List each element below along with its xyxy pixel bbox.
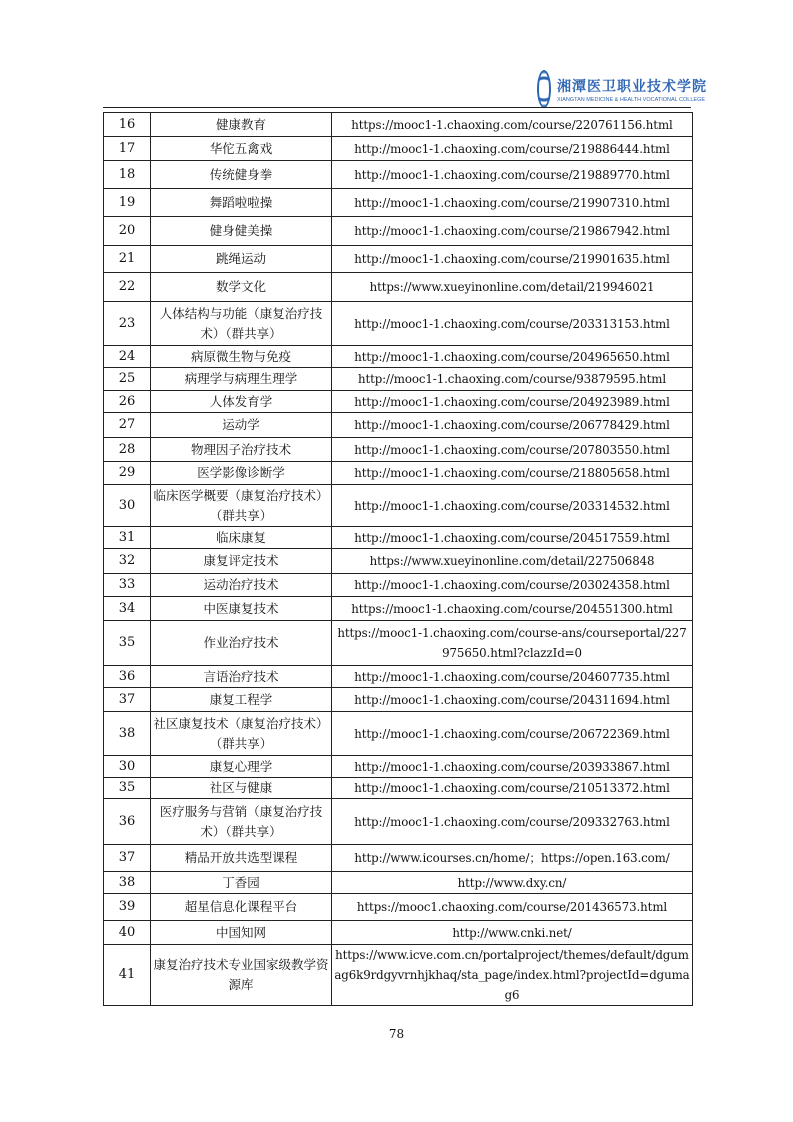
college-name-en: XIANGTAN MEDICINE & HEALTH VOCATIONAL COLLEGE bbox=[557, 96, 706, 103]
course-link[interactable]: http://mooc1-1.chaoxing.com/course/93879595.html bbox=[332, 368, 693, 391]
table-row bbox=[104, 574, 693, 597]
course-link[interactable]: http://mooc1-1.chaoxing.com/course/203024358.html bbox=[332, 574, 693, 597]
table-row bbox=[104, 246, 693, 273]
course-link[interactable]: http://mooc1-1.chaoxing.com/course/210513372.html bbox=[332, 778, 693, 799]
course-link[interactable]: https://mooc1.chaoxing.com/course/201436573.html bbox=[332, 894, 693, 921]
course-link[interactable]: http://mooc1-1.chaoxing.com/course/219867942.html bbox=[332, 217, 693, 246]
table-row bbox=[104, 137, 693, 161]
row-number: 39 bbox=[104, 894, 151, 921]
table-row bbox=[104, 799, 693, 845]
college-name-cn: 湘潭医卫职业技术学院 bbox=[557, 78, 707, 95]
course-name: 社区与健康 bbox=[151, 778, 332, 799]
table-row bbox=[104, 549, 693, 574]
course-name: 人体发育学 bbox=[151, 391, 332, 413]
college-logo bbox=[537, 66, 707, 112]
course-name: 康复心理学 bbox=[151, 756, 332, 778]
row-number: 27 bbox=[104, 413, 151, 438]
row-number: 25 bbox=[104, 368, 151, 391]
course-link[interactable]: http://mooc1-1.chaoxing.com/course/207803550.html bbox=[332, 438, 693, 462]
row-number: 28 bbox=[104, 438, 151, 462]
course-name: 跳绳运动 bbox=[151, 246, 332, 273]
table-row bbox=[104, 438, 693, 462]
course-link[interactable]: https://www.xueyinonline.com/detail/219946021 bbox=[332, 273, 693, 302]
course-name: 作业治疗技术 bbox=[151, 621, 332, 666]
course-name: 物理因子治疗技术 bbox=[151, 438, 332, 462]
course-name: 康复治疗技术专业国家级教学资源库 bbox=[151, 945, 332, 1006]
course-name: 丁香园 bbox=[151, 872, 332, 894]
course-link[interactable]: http://www.dxy.cn/ bbox=[332, 872, 693, 894]
course-link[interactable]: http://mooc1-1.chaoxing.com/course/218805658.html bbox=[332, 462, 693, 485]
course-name: 康复工程学 bbox=[151, 688, 332, 712]
course-name: 健身健美操 bbox=[151, 217, 332, 246]
course-name: 病理学与病理生理学 bbox=[151, 368, 332, 391]
course-name: 运动学 bbox=[151, 413, 332, 438]
header-rule bbox=[103, 107, 691, 108]
table-row bbox=[104, 462, 693, 485]
row-number: 35 bbox=[104, 621, 151, 666]
course-name: 华佗五禽戏 bbox=[151, 137, 332, 161]
course-link[interactable]: http://mooc1-1.chaoxing.com/course/203314532.html bbox=[332, 485, 693, 527]
row-number: 37 bbox=[104, 845, 151, 872]
table-row bbox=[104, 485, 693, 527]
row-number: 24 bbox=[104, 346, 151, 368]
course-link[interactable]: http://mooc1-1.chaoxing.com/course/219907310.html bbox=[332, 189, 693, 217]
row-number: 30 bbox=[104, 756, 151, 778]
course-link[interactable]: http://mooc1-1.chaoxing.com/course/204923989.html bbox=[332, 391, 693, 413]
course-link[interactable]: http://mooc1-1.chaoxing.com/course/204965650.html bbox=[332, 346, 693, 368]
row-number: 38 bbox=[104, 712, 151, 756]
table-row bbox=[104, 391, 693, 413]
table-row bbox=[104, 368, 693, 391]
table-row bbox=[104, 756, 693, 778]
row-number: 34 bbox=[104, 597, 151, 621]
table-row bbox=[104, 621, 693, 666]
row-number: 16 bbox=[104, 113, 151, 137]
row-number: 30 bbox=[104, 485, 151, 527]
course-link[interactable]: http://mooc1-1.chaoxing.com/course/203313153.html bbox=[332, 302, 693, 346]
table-row bbox=[104, 161, 693, 189]
course-link[interactable]: http://mooc1-1.chaoxing.com/course/204607735.html bbox=[332, 666, 693, 688]
course-name: 临床医学概要（康复治疗技术）（群共享） bbox=[151, 485, 332, 527]
course-name: 健康教育 bbox=[151, 113, 332, 137]
course-name: 临床康复 bbox=[151, 527, 332, 549]
table-row bbox=[104, 346, 693, 368]
course-link[interactable]: https://www.icve.com.cn/portalproject/themes/default/dgumag6k9rdgyvrnhjkhaq/sta_page/index.html?projectId=dgumag6 bbox=[332, 945, 693, 1006]
table-row bbox=[104, 217, 693, 246]
course-name: 超星信息化课程平台 bbox=[151, 894, 332, 921]
table-row bbox=[104, 302, 693, 346]
course-link[interactable]: https://mooc1-1.chaoxing.com/course/220761156.html bbox=[332, 113, 693, 137]
table-row bbox=[104, 688, 693, 712]
course-link[interactable]: http://mooc1-1.chaoxing.com/course/219886444.html bbox=[332, 137, 693, 161]
row-number: 21 bbox=[104, 246, 151, 273]
course-name: 舞蹈啦啦操 bbox=[151, 189, 332, 217]
row-number: 31 bbox=[104, 527, 151, 549]
course-name: 中医康复技术 bbox=[151, 597, 332, 621]
table-row bbox=[104, 189, 693, 217]
row-number: 32 bbox=[104, 549, 151, 574]
course-name: 医疗服务与营销（康复治疗技术）（群共享） bbox=[151, 799, 332, 845]
course-name: 医学影像诊断学 bbox=[151, 462, 332, 485]
row-number: 37 bbox=[104, 688, 151, 712]
row-number: 40 bbox=[104, 921, 151, 945]
course-link[interactable]: https://www.xueyinonline.com/detail/227506848 bbox=[332, 549, 693, 574]
course-name: 康复评定技术 bbox=[151, 549, 332, 574]
table-row bbox=[104, 666, 693, 688]
row-number: 36 bbox=[104, 666, 151, 688]
table-row bbox=[104, 945, 693, 1006]
table-row bbox=[104, 921, 693, 945]
table-row bbox=[104, 527, 693, 549]
row-number: 19 bbox=[104, 189, 151, 217]
table-row bbox=[104, 597, 693, 621]
row-number: 36 bbox=[104, 799, 151, 845]
table-row bbox=[104, 113, 693, 137]
table-row bbox=[104, 273, 693, 302]
course-link[interactable]: http://mooc1-1.chaoxing.com/course/219901635.html bbox=[332, 246, 693, 273]
course-name: 精品开放共选型课程 bbox=[151, 845, 332, 872]
table-row bbox=[104, 845, 693, 872]
course-link[interactable]: http://mooc1-1.chaoxing.com/course/204517559.html bbox=[332, 527, 693, 549]
row-number: 18 bbox=[104, 161, 151, 189]
row-number: 38 bbox=[104, 872, 151, 894]
row-number: 26 bbox=[104, 391, 151, 413]
row-number: 17 bbox=[104, 137, 151, 161]
course-link[interactable]: http://mooc1-1.chaoxing.com/course/219889770.html bbox=[332, 161, 693, 189]
course-name: 中国知网 bbox=[151, 921, 332, 945]
row-number: 20 bbox=[104, 217, 151, 246]
page-number: 78 bbox=[388, 1027, 405, 1041]
course-link[interactable]: http://mooc1-1.chaoxing.com/course/206778429.html bbox=[332, 413, 693, 438]
row-number: 29 bbox=[104, 462, 151, 485]
course-name: 人体结构与功能（康复治疗技术）（群共享） bbox=[151, 302, 332, 346]
table-row bbox=[104, 778, 693, 799]
course-link[interactable]: https://mooc1-1.chaoxing.com/course-ans/courseportal/227975650.html?clazzId=0 bbox=[332, 621, 693, 666]
row-number: 41 bbox=[104, 945, 151, 1006]
course-link[interactable]: http://mooc1-1.chaoxing.com/course/206722369.html bbox=[332, 712, 693, 756]
course-name: 运动治疗技术 bbox=[151, 574, 332, 597]
row-number: 23 bbox=[104, 302, 151, 346]
course-link[interactable]: http://mooc1-1.chaoxing.com/course/203933867.html bbox=[332, 756, 693, 778]
course-resource-table bbox=[103, 112, 693, 1006]
course-link[interactable]: http://mooc1-1.chaoxing.com/course/209332763.html bbox=[332, 799, 693, 845]
row-number: 35 bbox=[104, 778, 151, 799]
table-row bbox=[104, 872, 693, 894]
college-seal-icon bbox=[537, 70, 551, 108]
course-name: 传统健身拳 bbox=[151, 161, 332, 189]
course-name: 数学文化 bbox=[151, 273, 332, 302]
course-link[interactable]: http://mooc1-1.chaoxing.com/course/204311694.html bbox=[332, 688, 693, 712]
course-link[interactable]: https://mooc1-1.chaoxing.com/course/204551300.html bbox=[332, 597, 693, 621]
course-name: 病原微生物与免疫 bbox=[151, 346, 332, 368]
course-name: 言语治疗技术 bbox=[151, 666, 332, 688]
course-link[interactable]: http://www.icourses.cn/home/；https://open.163.com/ bbox=[332, 845, 693, 872]
table-row bbox=[104, 712, 693, 756]
row-number: 22 bbox=[104, 273, 151, 302]
course-name: 社区康复技术（康复治疗技术）（群共享） bbox=[151, 712, 332, 756]
table-row bbox=[104, 894, 693, 921]
table-row bbox=[104, 413, 693, 438]
row-number: 33 bbox=[104, 574, 151, 597]
course-link[interactable]: http://www.cnki.net/ bbox=[332, 921, 693, 945]
